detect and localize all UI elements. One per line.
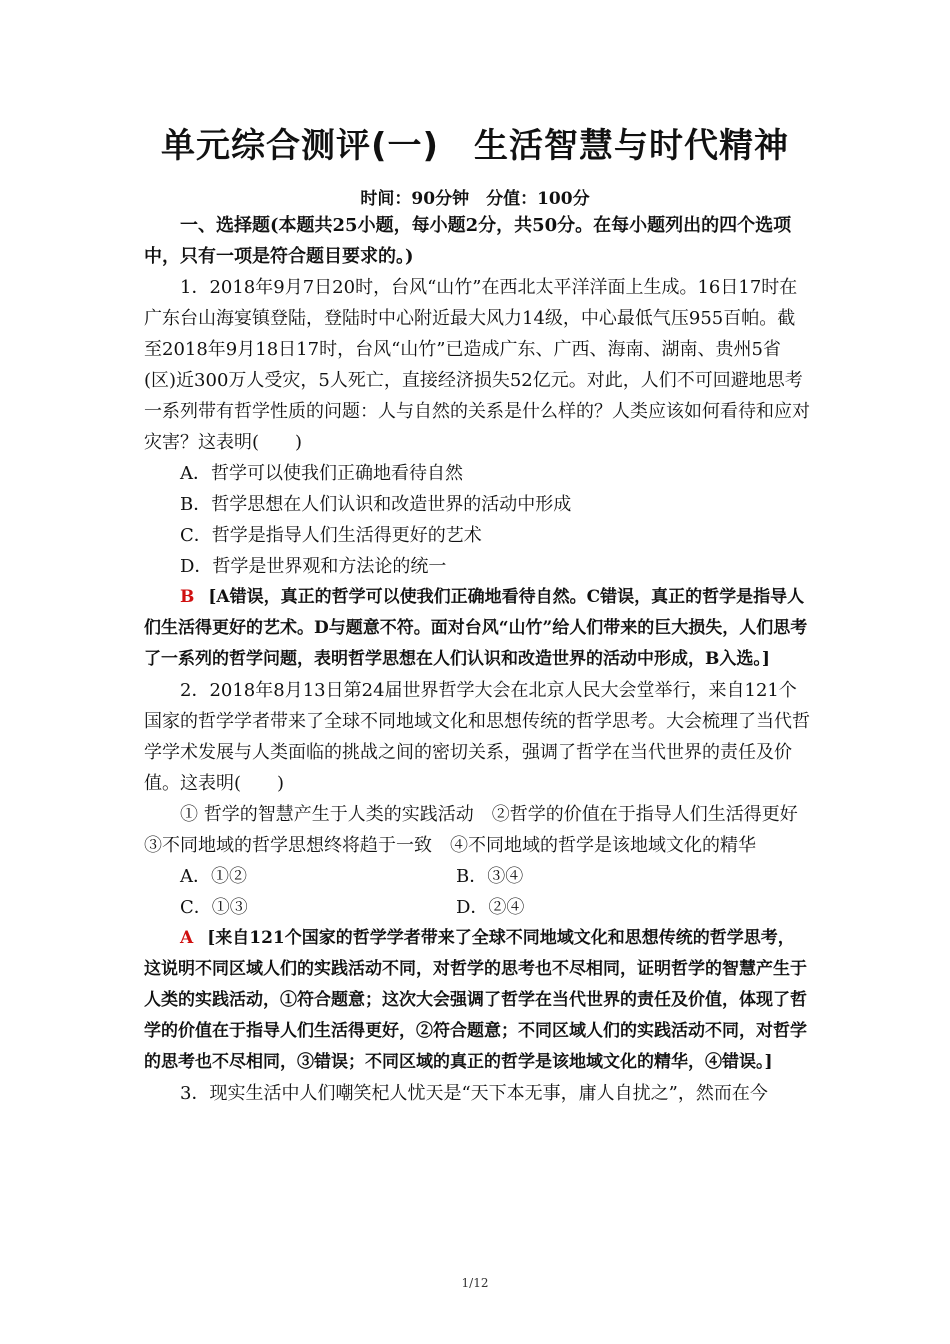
question-2-option-a: A．①② xyxy=(180,866,247,887)
question-2-stem: 2．2018年8月13日第24届世界哲学大会在北京人民大会堂举行，来自121个国家的哲学学者带来了全球不同地域文化和思想传统的哲学思考。大会梳理了当代哲学学术发展与人类面临的挑战之间的密切关系，强调了哲学在当代世界的责任及价值。这表明( ) xyxy=(144,680,810,794)
question-2-option-c: C．①③ xyxy=(180,897,248,918)
document-body xyxy=(144,210,816,1109)
answer-analysis: [A错误，真正的哲学可以使我们正确地看待自然。C错误，真正的哲学是指导人们生活得更好的艺术。D与题意不符。面对台风“山竹”给人们带来的巨大损失，人们思考了一系列的哲学问题，表明哲学思想在人们认识和改造世界的活动中形成，B入选。] xyxy=(144,587,808,669)
question-3-stem: 3．现实生活中人们嘲笑杞人忧天是“天下本无事，庸人自扰之”，然而在今 xyxy=(180,1083,768,1104)
question-2-option-d: D．②④ xyxy=(456,897,525,918)
answer-analysis: [来自121个国家的哲学学者带来了全球不同地域文化和思想传统的哲学思考，这说明不同区域人们的实践活动不同，对哲学的思考也不尽相同，证明哲学的智慧产生于人类的实践活动，①符合题意；这次大会强调了哲学在当代世界的责任及价值，体现了哲学的价值在于指导人们生活得更好，②符合题意；不同区域人们的实践活动不同，对哲学的思考也不尽相同，③错误；不同区域的真正的哲学是该地域文化的精华，④错误。] xyxy=(144,928,807,1072)
question-1-stem: 1．2018年9月7日20时，台风“山竹”在西北太平洋洋面上生成。16日17时在广东台山海宴镇登陆，登陆时中心附近最大风力14级，中心最低气压955百帕。截至2018年9月18日17时，台风“山竹”已造成广东、广西、海南、湖南、贵州5省(区)近300万人受灾，5人死亡，直接经济损失52亿元。对此，人们不可回避地思考一系列带有哲学性质的问题：人与自然的关系是什么样的？人类应该如何看待和应对灾害？这表明( ) xyxy=(144,277,810,453)
question-2-answer xyxy=(144,923,810,1078)
question-1-option-a: A．哲学可以使我们正确地看待自然 xyxy=(180,463,463,484)
page-title: 单元综合测评(一) 生活智慧与时代精神 xyxy=(160,126,790,166)
question-2-statements: ① 哲学的智慧产生于人类的实践活动 ②哲学的价值在于指导人们生活得更好 ③不同地域的哲学思想终将趋于一致 ④不同地域的哲学是该地域文化的精华 xyxy=(144,804,816,856)
page-number: 1/12 xyxy=(461,1276,489,1290)
section-title: 一、选择题 xyxy=(180,215,270,236)
question-2-options xyxy=(144,861,810,923)
question-1-option-d: D．哲学是世界观和方法论的统一 xyxy=(180,556,447,577)
exam-meta: 时间：90分钟 分值：100分 xyxy=(360,189,590,209)
answer-letter: A xyxy=(180,928,194,948)
question-1-option-b: B．哲学思想在人们认识和改造世界的活动中形成 xyxy=(180,494,572,515)
section-instruction: (本题共25小题，每小题2分，共50分。在每小题列出的四个选项中，只有一项是符合题目要求的。) xyxy=(144,215,792,267)
answer-letter: B xyxy=(180,587,195,607)
question-1-answer xyxy=(144,582,810,675)
question-1-option-c: C．哲学是指导人们生活得更好的艺术 xyxy=(180,525,482,546)
section-heading xyxy=(144,210,810,272)
question-2-option-b: B．③④ xyxy=(456,866,524,887)
